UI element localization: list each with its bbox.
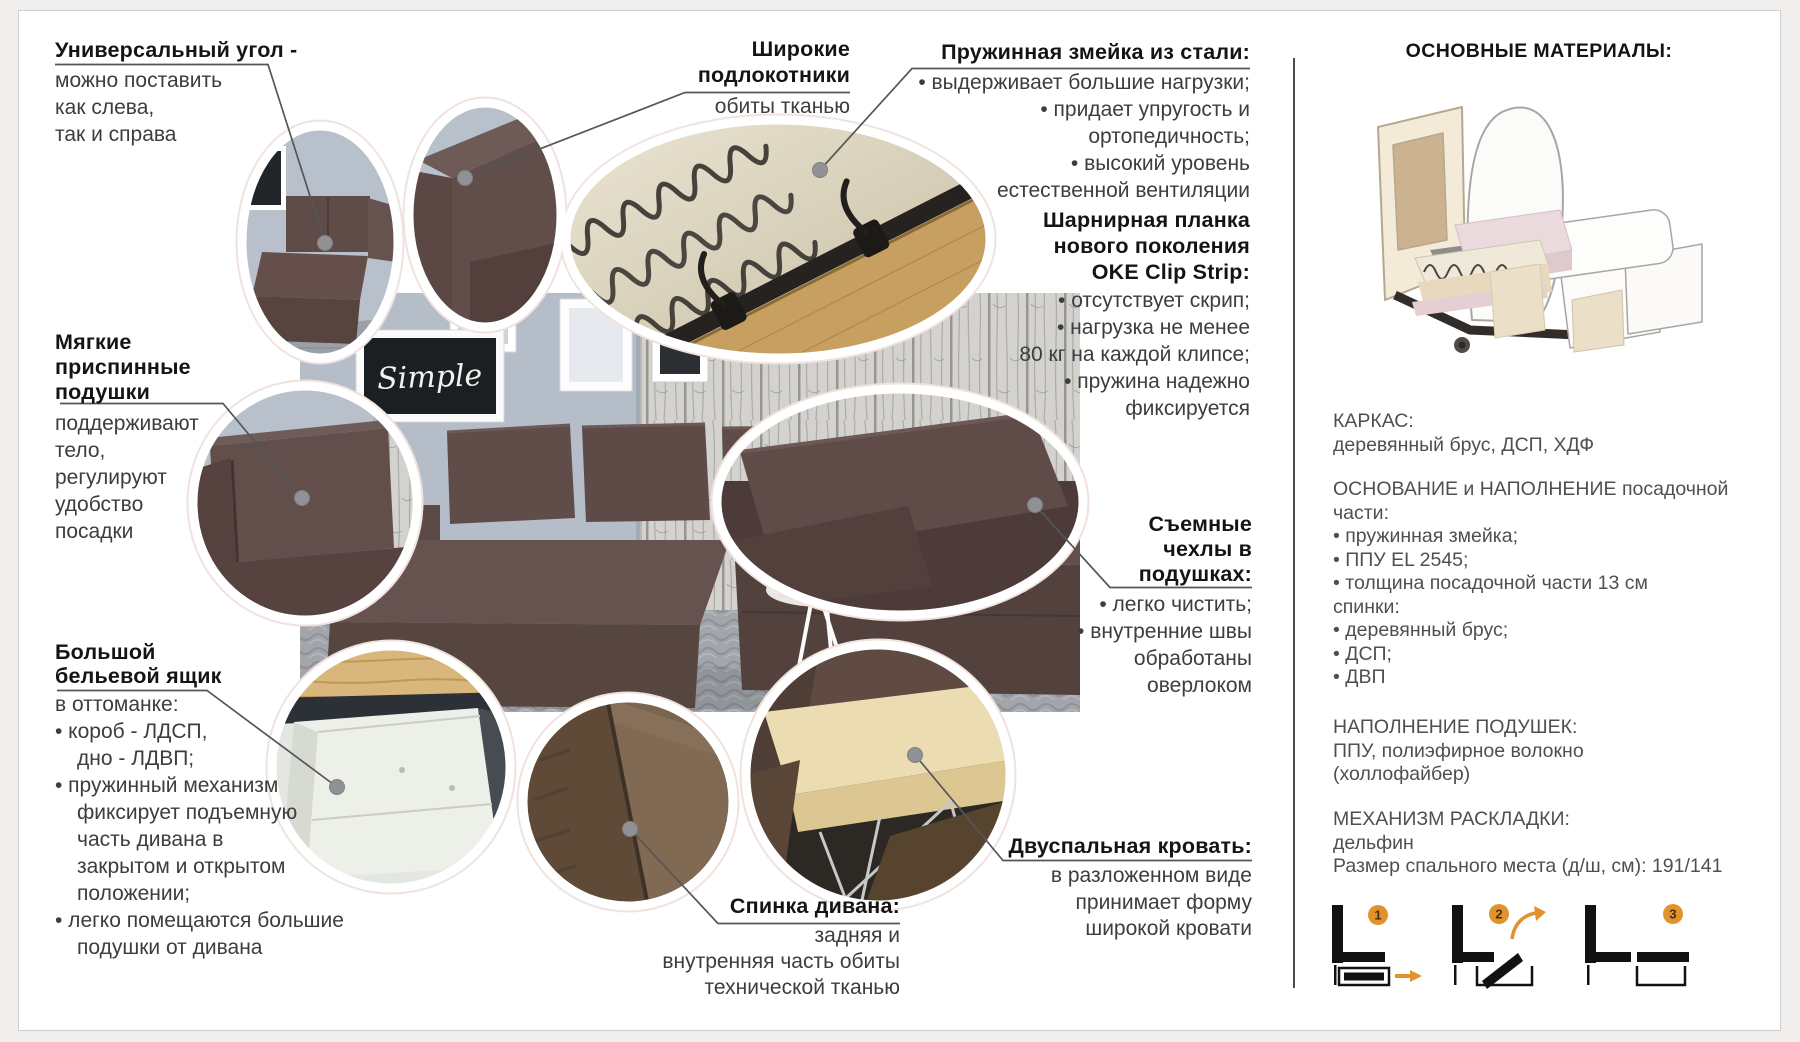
callout-title: Пружинная змейка из стали: xyxy=(941,40,1250,64)
section-heading: КАРКАС: xyxy=(1333,410,1414,432)
poster-text: Simple xyxy=(376,358,483,397)
step-number-3: 3 xyxy=(1669,906,1677,922)
mechanism-step-3 xyxy=(1585,904,1689,985)
callout-steel-springs: Пружинная змейка из стали: • выдерживает большие нагрузки; • придает упругость и ортопедичность; • высокий уровень естественной вентиляции Шарнирная планка нового поколения OKE Clip Strip: • отсутствует скрип; • нагрузка не менее 80 кг на каждой клипсе; • пружина надежно фиксируется xyxy=(890,40,1250,422)
callout-title: Универсальный угол - xyxy=(55,38,298,62)
step-number-1: 1 xyxy=(1374,907,1382,923)
callout-wide-armrests: Широкие подлокотники обиты тканью xyxy=(697,37,850,118)
materials-section-pillow-filling: НАПОЛНЕНИЕ ПОДУШЕК: ППУ, полиэфирное волокно (холлофайбер) xyxy=(1333,716,1773,787)
callout-removable-covers: Съемные чехлы в подушках: • легко чистить; • внутренние швы обработаны оверлоком xyxy=(1077,512,1252,697)
callout-soft-pillows: Мягкие приспинные подушки поддерживают тело, регулируют удобство посадки xyxy=(55,330,199,543)
callout-sofa-back: Спинка дивана: задняя и внутренняя часть обиты технической тканью xyxy=(662,894,900,999)
section-heading: ОСНОВАНИЕ и НАПОЛНЕНИЕ посадочной xyxy=(1333,478,1729,500)
callout-universal-corner: Универсальный угол - можно поставить как слева, так и справа xyxy=(55,38,335,148)
section-heading: НАПОЛНЕНИЕ ПОДУШЕК: xyxy=(1333,716,1578,738)
materials-panel-title: ОСНОВНЫЕ МАТЕРИАЛЫ: xyxy=(1405,40,1673,62)
materials-section-mechanism: МЕХАНИЗМ РАСКЛАДКИ: дельфин Размер спального места (д/ш, см): 191/141 xyxy=(1333,808,1773,879)
materials-section-base: ОСНОВАНИЕ и НАПОЛНЕНИЕ посадочной части: • пружинная змейка; • ППУ EL 2545; • толщина посадочной части 13 см спинки: • деревянный брус; • ДСП; • ДВП xyxy=(1333,478,1773,690)
callout-storage-box: Большой бельевой ящик в оттоманке: • короб - ЛДСП, дно - ЛДВП; • пружинный механизм фиксирует подъемную часть дивана в закрытом и открытом положении; • легко помещаются большие подушки от дивана xyxy=(55,640,344,959)
mechanism-step-1 xyxy=(1332,905,1422,985)
step-number-2: 2 xyxy=(1495,906,1503,922)
section-heading: МЕХАНИЗМ РАСКЛАДКИ: xyxy=(1333,808,1570,830)
mechanism-step-2 xyxy=(1452,904,1546,989)
callout-double-bed: Двуспальная кровать: в разложенном виде принимает форму широкой кровати xyxy=(1008,834,1252,940)
materials-section-frame: КАРКАС: деревянный брус, ДСП, ХДФ xyxy=(1333,410,1773,457)
sofa-cutaway-diagram xyxy=(1378,107,1702,353)
